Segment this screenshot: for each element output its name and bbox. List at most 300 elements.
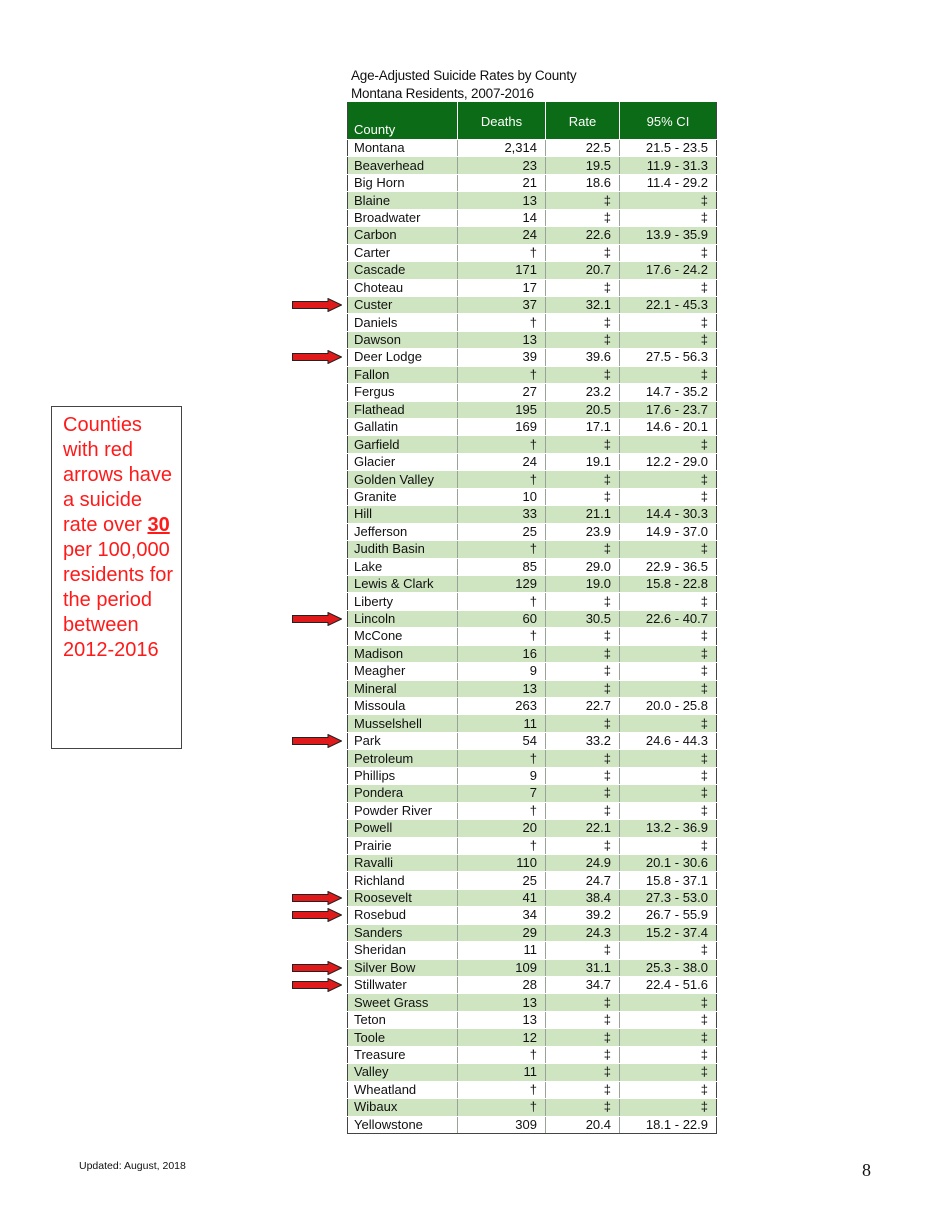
- table-row: [348, 140, 717, 157]
- cell-rate: ‡: [546, 750, 620, 767]
- table-row: [348, 523, 717, 540]
- cell-ci: ‡: [620, 331, 717, 348]
- cell-county: Fergus: [348, 384, 458, 401]
- cell-county: Carbon: [348, 227, 458, 244]
- table-row: [348, 262, 717, 279]
- cell-ci: ‡: [620, 1011, 717, 1028]
- cell-rate: 29.0: [546, 558, 620, 575]
- table-row: [348, 942, 717, 959]
- cell-rate: 31.1: [546, 959, 620, 976]
- cell-deaths: 20: [458, 820, 546, 837]
- table-row: [348, 767, 717, 784]
- table-row: [348, 977, 717, 994]
- cell-county: Gallatin: [348, 419, 458, 436]
- suicide-rates-table: [347, 102, 717, 1134]
- cell-county: Rosebud: [348, 907, 458, 924]
- cell-rate: 19.5: [546, 157, 620, 174]
- cell-ci: ‡: [620, 680, 717, 697]
- cell-deaths: †: [458, 802, 546, 819]
- cell-rate: 30.5: [546, 610, 620, 627]
- table-row: [348, 820, 717, 837]
- table-row: [348, 645, 717, 662]
- cell-ci: 20.1 - 30.6: [620, 854, 717, 871]
- note-text-before: Counties with red arrows have a suicide rate over: [63, 414, 172, 536]
- table-row: [348, 575, 717, 592]
- cell-county: Park: [348, 732, 458, 749]
- table-row: [348, 419, 717, 436]
- cell-deaths: 195: [458, 401, 546, 418]
- cell-deaths: 13: [458, 192, 546, 209]
- cell-rate: ‡: [546, 645, 620, 662]
- cell-deaths: 14: [458, 209, 546, 226]
- table-row: [348, 384, 717, 401]
- cell-deaths: 9: [458, 767, 546, 784]
- table-row: [348, 698, 717, 715]
- cell-ci: ‡: [620, 436, 717, 453]
- cell-county: Wibaux: [348, 1099, 458, 1116]
- header-county: County: [348, 103, 458, 140]
- cell-rate: ‡: [546, 314, 620, 331]
- cell-deaths: †: [458, 1046, 546, 1063]
- table-row: [348, 401, 717, 418]
- cell-ci: 27.3 - 53.0: [620, 889, 717, 906]
- cell-ci: ‡: [620, 994, 717, 1011]
- cell-rate: ‡: [546, 488, 620, 505]
- table-row: [348, 314, 717, 331]
- cell-rate: 39.6: [546, 349, 620, 366]
- cell-deaths: 25: [458, 872, 546, 889]
- cell-county: Musselshell: [348, 715, 458, 732]
- cell-county: Glacier: [348, 453, 458, 470]
- table-row: [348, 192, 717, 209]
- table-row: [348, 750, 717, 767]
- cell-deaths: 9: [458, 663, 546, 680]
- cell-county: Lincoln: [348, 610, 458, 627]
- table-row: [348, 907, 717, 924]
- cell-rate: 22.1: [546, 820, 620, 837]
- cell-deaths: 11: [458, 1064, 546, 1081]
- cell-rate: ‡: [546, 837, 620, 854]
- cell-ci: 13.9 - 35.9: [620, 227, 717, 244]
- cell-rate: ‡: [546, 1064, 620, 1081]
- cell-county: Valley: [348, 1064, 458, 1081]
- table-title: [351, 67, 576, 102]
- cell-ci: ‡: [620, 314, 717, 331]
- cell-county: McCone: [348, 628, 458, 645]
- cell-county: Pondera: [348, 785, 458, 802]
- cell-rate: 21.1: [546, 506, 620, 523]
- cell-rate: 39.2: [546, 907, 620, 924]
- cell-county: Cascade: [348, 262, 458, 279]
- cell-deaths: 171: [458, 262, 546, 279]
- cell-ci: ‡: [620, 837, 717, 854]
- red-arrow-icon: [292, 298, 342, 312]
- table-row: [348, 279, 717, 296]
- cell-county: Lake: [348, 558, 458, 575]
- cell-rate: ‡: [546, 192, 620, 209]
- table-row: [348, 157, 717, 174]
- table-row: [348, 994, 717, 1011]
- table-row: [348, 174, 717, 191]
- cell-deaths: 33: [458, 506, 546, 523]
- cell-deaths: †: [458, 541, 546, 558]
- cell-county: Lewis & Clark: [348, 575, 458, 592]
- cell-county: Silver Bow: [348, 959, 458, 976]
- cell-deaths: †: [458, 471, 546, 488]
- cell-county: Broadwater: [348, 209, 458, 226]
- cell-deaths: 129: [458, 575, 546, 592]
- table-row: [348, 227, 717, 244]
- cell-county: Teton: [348, 1011, 458, 1028]
- cell-deaths: 25: [458, 523, 546, 540]
- cell-deaths: 54: [458, 732, 546, 749]
- cell-deaths: 16: [458, 645, 546, 662]
- cell-county: Roosevelt: [348, 889, 458, 906]
- cell-rate: 22.5: [546, 140, 620, 157]
- cell-county: Dawson: [348, 331, 458, 348]
- header-rate: Rate: [546, 103, 620, 140]
- red-arrow-icon: [292, 961, 342, 975]
- cell-rate: 22.7: [546, 698, 620, 715]
- cell-rate: ‡: [546, 663, 620, 680]
- note-threshold-number: 30: [147, 514, 170, 536]
- cell-rate: 19.1: [546, 453, 620, 470]
- cell-county: Wheatland: [348, 1081, 458, 1098]
- table-row: [348, 1099, 717, 1116]
- cell-rate: 22.6: [546, 227, 620, 244]
- cell-ci: ‡: [620, 715, 717, 732]
- cell-deaths: 109: [458, 959, 546, 976]
- cell-county: Carter: [348, 244, 458, 261]
- cell-rate: 18.6: [546, 174, 620, 191]
- cell-deaths: †: [458, 750, 546, 767]
- cell-deaths: 13: [458, 680, 546, 697]
- table-row: [348, 1064, 717, 1081]
- cell-ci: 20.0 - 25.8: [620, 698, 717, 715]
- table-row: [348, 349, 717, 366]
- cell-county: Petroleum: [348, 750, 458, 767]
- cell-deaths: 11: [458, 715, 546, 732]
- cell-rate: ‡: [546, 1099, 620, 1116]
- cell-deaths: 37: [458, 296, 546, 313]
- cell-deaths: 17: [458, 279, 546, 296]
- table-row: [348, 1046, 717, 1063]
- cell-county: Stillwater: [348, 977, 458, 994]
- cell-rate: ‡: [546, 628, 620, 645]
- cell-county: Fallon: [348, 366, 458, 383]
- cell-rate: ‡: [546, 1081, 620, 1098]
- header-deaths: Deaths: [458, 103, 546, 140]
- cell-ci: 26.7 - 55.9: [620, 907, 717, 924]
- cell-county: Toole: [348, 1029, 458, 1046]
- table-row: [348, 244, 717, 261]
- cell-ci: 12.2 - 29.0: [620, 453, 717, 470]
- cell-rate: ‡: [546, 1011, 620, 1028]
- cell-deaths: 85: [458, 558, 546, 575]
- cell-rate: ‡: [546, 244, 620, 261]
- cell-ci: ‡: [620, 471, 717, 488]
- cell-rate: ‡: [546, 802, 620, 819]
- table-row: [348, 889, 717, 906]
- cell-deaths: 28: [458, 977, 546, 994]
- table-row: [348, 872, 717, 889]
- cell-county: Jefferson: [348, 523, 458, 540]
- table-row: [348, 628, 717, 645]
- cell-rate: 38.4: [546, 889, 620, 906]
- cell-rate: ‡: [546, 331, 620, 348]
- cell-ci: 21.5 - 23.5: [620, 140, 717, 157]
- cell-county: Judith Basin: [348, 541, 458, 558]
- cell-county: Blaine: [348, 192, 458, 209]
- table-row: [348, 610, 717, 627]
- cell-deaths: 309: [458, 1116, 546, 1133]
- cell-ci: 15.8 - 37.1: [620, 872, 717, 889]
- cell-deaths: 13: [458, 1011, 546, 1028]
- table-row: [348, 488, 717, 505]
- cell-ci: ‡: [620, 767, 717, 784]
- note-box: [51, 406, 182, 749]
- cell-ci: 11.4 - 29.2: [620, 174, 717, 191]
- cell-ci: ‡: [620, 1046, 717, 1063]
- cell-county: Golden Valley: [348, 471, 458, 488]
- table-row: [348, 593, 717, 610]
- cell-deaths: 41: [458, 889, 546, 906]
- table-row: [348, 366, 717, 383]
- cell-ci: 24.6 - 44.3: [620, 732, 717, 749]
- cell-deaths: †: [458, 366, 546, 383]
- cell-rate: 20.4: [546, 1116, 620, 1133]
- cell-ci: 14.7 - 35.2: [620, 384, 717, 401]
- cell-ci: ‡: [620, 1081, 717, 1098]
- table-row: [348, 715, 717, 732]
- cell-deaths: †: [458, 837, 546, 854]
- table-row: [348, 837, 717, 854]
- table-title-line2: Montana Residents, 2007-2016: [351, 85, 534, 101]
- cell-ci: ‡: [620, 663, 717, 680]
- red-arrow-icon: [292, 350, 342, 364]
- cell-county: Custer: [348, 296, 458, 313]
- cell-rate: ‡: [546, 436, 620, 453]
- cell-rate: 20.7: [546, 262, 620, 279]
- cell-county: Choteau: [348, 279, 458, 296]
- cell-ci: ‡: [620, 628, 717, 645]
- table-row: [348, 680, 717, 697]
- cell-county: Phillips: [348, 767, 458, 784]
- page-number: 8: [862, 1160, 871, 1180]
- cell-county: Daniels: [348, 314, 458, 331]
- table-row: [348, 732, 717, 749]
- cell-deaths: 27: [458, 384, 546, 401]
- cell-ci: 22.1 - 45.3: [620, 296, 717, 313]
- table-row: [348, 296, 717, 313]
- cell-ci: ‡: [620, 244, 717, 261]
- red-arrow-icon: [292, 978, 342, 992]
- cell-county: Prairie: [348, 837, 458, 854]
- cell-county: Hill: [348, 506, 458, 523]
- cell-rate: ‡: [546, 1029, 620, 1046]
- cell-county: Powell: [348, 820, 458, 837]
- cell-ci: 14.6 - 20.1: [620, 419, 717, 436]
- cell-ci: 13.2 - 36.9: [620, 820, 717, 837]
- cell-rate: 20.5: [546, 401, 620, 418]
- cell-ci: ‡: [620, 541, 717, 558]
- cell-deaths: 24: [458, 453, 546, 470]
- red-arrow-icon: [292, 734, 342, 748]
- cell-county: Madison: [348, 645, 458, 662]
- cell-deaths: 13: [458, 994, 546, 1011]
- cell-rate: 34.7: [546, 977, 620, 994]
- cell-county: Ravalli: [348, 854, 458, 871]
- cell-rate: 32.1: [546, 296, 620, 313]
- cell-ci: 17.6 - 23.7: [620, 401, 717, 418]
- cell-ci: ‡: [620, 785, 717, 802]
- table-header: [348, 103, 717, 140]
- cell-ci: ‡: [620, 750, 717, 767]
- cell-ci: ‡: [620, 593, 717, 610]
- table-row: [348, 924, 717, 941]
- footer-updated: Updated: August, 2018: [79, 1160, 186, 1172]
- cell-rate: ‡: [546, 680, 620, 697]
- table-row: [348, 1011, 717, 1028]
- cell-rate: 24.7: [546, 872, 620, 889]
- cell-county: Granite: [348, 488, 458, 505]
- cell-rate: ‡: [546, 767, 620, 784]
- cell-county: Richland: [348, 872, 458, 889]
- cell-ci: ‡: [620, 209, 717, 226]
- cell-ci: 17.6 - 24.2: [620, 262, 717, 279]
- cell-ci: ‡: [620, 645, 717, 662]
- cell-ci: 11.9 - 31.3: [620, 157, 717, 174]
- cell-rate: ‡: [546, 1046, 620, 1063]
- cell-deaths: 34: [458, 907, 546, 924]
- cell-county: Big Horn: [348, 174, 458, 191]
- cell-deaths: 24: [458, 227, 546, 244]
- cell-county: Deer Lodge: [348, 349, 458, 366]
- cell-ci: 14.9 - 37.0: [620, 523, 717, 540]
- table-row: [348, 506, 717, 523]
- cell-deaths: 7: [458, 785, 546, 802]
- table-row: [348, 959, 717, 976]
- cell-deaths: 60: [458, 610, 546, 627]
- note-text-after: per 100,000 residents for the period between 2012-2016: [63, 539, 174, 661]
- cell-ci: ‡: [620, 1029, 717, 1046]
- cell-deaths: 39: [458, 349, 546, 366]
- cell-deaths: 11: [458, 942, 546, 959]
- cell-rate: ‡: [546, 471, 620, 488]
- cell-county: Sanders: [348, 924, 458, 941]
- cell-rate: 17.1: [546, 419, 620, 436]
- cell-ci: 25.3 - 38.0: [620, 959, 717, 976]
- cell-ci: ‡: [620, 279, 717, 296]
- cell-ci: 27.5 - 56.3: [620, 349, 717, 366]
- table-row: [348, 802, 717, 819]
- table-title-line1: Age-Adjusted Suicide Rates by County: [351, 68, 577, 83]
- cell-deaths: †: [458, 314, 546, 331]
- cell-rate: ‡: [546, 366, 620, 383]
- table-row: [348, 854, 717, 871]
- cell-deaths: †: [458, 244, 546, 261]
- cell-county: Powder River: [348, 802, 458, 819]
- cell-rate: 24.9: [546, 854, 620, 871]
- table-row: [348, 1116, 717, 1133]
- cell-rate: 23.2: [546, 384, 620, 401]
- cell-ci: 22.4 - 51.6: [620, 977, 717, 994]
- cell-ci: ‡: [620, 488, 717, 505]
- cell-county: Liberty: [348, 593, 458, 610]
- cell-ci: 14.4 - 30.3: [620, 506, 717, 523]
- cell-ci: ‡: [620, 1099, 717, 1116]
- cell-deaths: †: [458, 628, 546, 645]
- cell-deaths: 2,314: [458, 140, 546, 157]
- cell-rate: ‡: [546, 593, 620, 610]
- cell-ci: 22.6 - 40.7: [620, 610, 717, 627]
- table-row: [348, 331, 717, 348]
- cell-ci: ‡: [620, 1064, 717, 1081]
- cell-county: Montana: [348, 140, 458, 157]
- cell-ci: ‡: [620, 802, 717, 819]
- header-ci: 95% CI: [620, 103, 717, 140]
- cell-deaths: 12: [458, 1029, 546, 1046]
- cell-rate: ‡: [546, 279, 620, 296]
- cell-county: Garfield: [348, 436, 458, 453]
- cell-deaths: †: [458, 593, 546, 610]
- table-row: [348, 209, 717, 226]
- cell-rate: ‡: [546, 715, 620, 732]
- cell-ci: 22.9 - 36.5: [620, 558, 717, 575]
- cell-deaths: 263: [458, 698, 546, 715]
- cell-deaths: 21: [458, 174, 546, 191]
- red-arrow-icon: [292, 908, 342, 922]
- cell-deaths: 169: [458, 419, 546, 436]
- table-row: [348, 471, 717, 488]
- cell-rate: ‡: [546, 994, 620, 1011]
- table-row: [348, 453, 717, 470]
- cell-rate: ‡: [546, 209, 620, 226]
- cell-county: Flathead: [348, 401, 458, 418]
- cell-rate: 33.2: [546, 732, 620, 749]
- table-row: [348, 1081, 717, 1098]
- cell-deaths: †: [458, 1081, 546, 1098]
- table-row: [348, 1029, 717, 1046]
- cell-rate: ‡: [546, 785, 620, 802]
- cell-ci: 18.1 - 22.9: [620, 1116, 717, 1133]
- cell-county: Sweet Grass: [348, 994, 458, 1011]
- cell-county: Beaverhead: [348, 157, 458, 174]
- cell-deaths: †: [458, 1099, 546, 1116]
- cell-rate: 23.9: [546, 523, 620, 540]
- cell-county: Missoula: [348, 698, 458, 715]
- red-arrow-icon: [292, 891, 342, 905]
- table-row: [348, 558, 717, 575]
- cell-deaths: 110: [458, 854, 546, 871]
- cell-deaths: 13: [458, 331, 546, 348]
- cell-county: Sheridan: [348, 942, 458, 959]
- cell-ci: ‡: [620, 366, 717, 383]
- cell-ci: ‡: [620, 192, 717, 209]
- cell-county: Mineral: [348, 680, 458, 697]
- cell-rate: ‡: [546, 541, 620, 558]
- cell-ci: 15.8 - 22.8: [620, 575, 717, 592]
- red-arrow-icon: [292, 612, 342, 626]
- table-row: [348, 663, 717, 680]
- cell-deaths: 29: [458, 924, 546, 941]
- cell-deaths: 23: [458, 157, 546, 174]
- cell-rate: ‡: [546, 942, 620, 959]
- cell-ci: ‡: [620, 942, 717, 959]
- cell-ci: 15.2 - 37.4: [620, 924, 717, 941]
- cell-county: Yellowstone: [348, 1116, 458, 1133]
- cell-deaths: †: [458, 436, 546, 453]
